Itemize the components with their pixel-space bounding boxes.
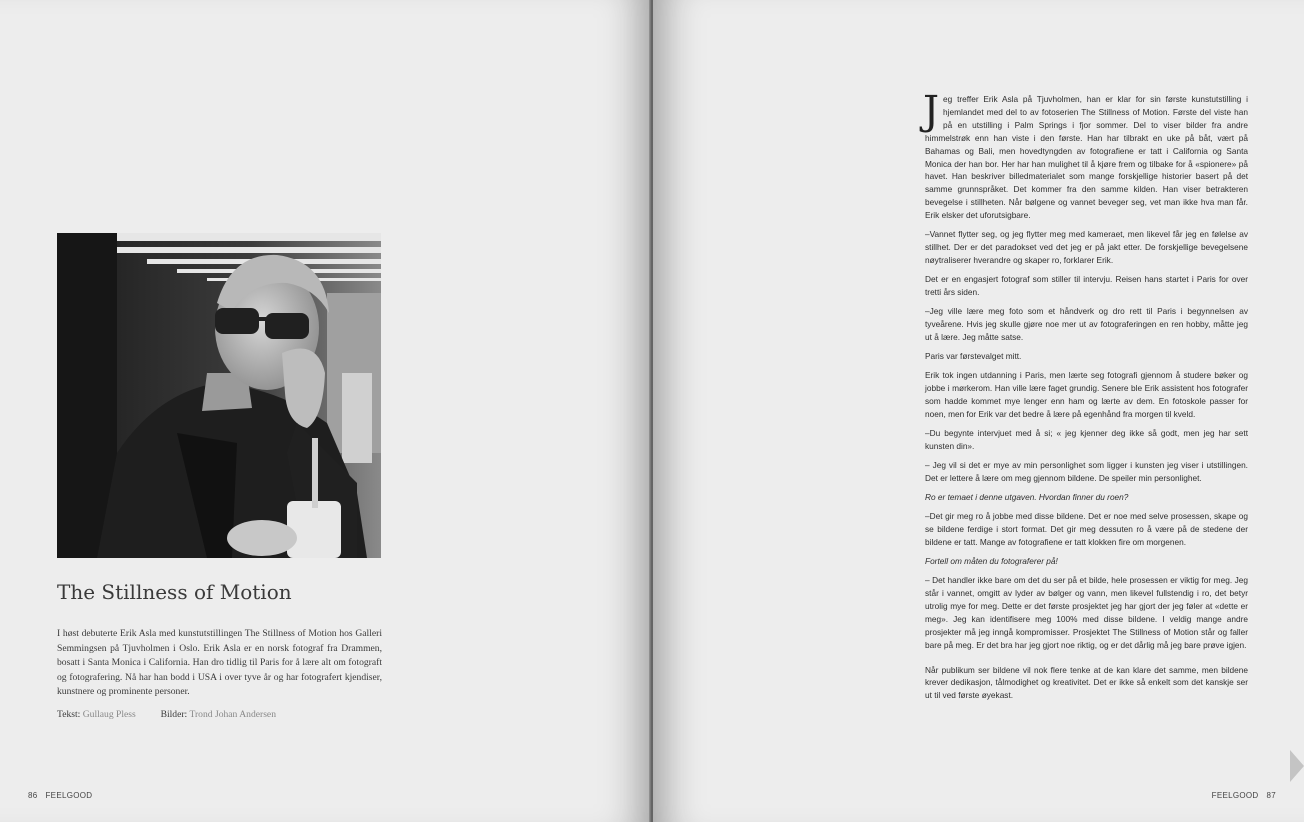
body-paragraph: Erik tok ingen utdanning i Paris, men lærte seg fotografi gjennom å studere bøker og jobbe i mørkerom. Han ville lære faget grundig. Senere ble Erik assistent hos fotografer som hadde kommet mye lenger enn ham og lærte av dem. En fotoskole passer for noen, men for Erik var det bedre å lære på egenhånd fra morgen til kveld.: [925, 370, 1248, 419]
right-magazine-name: FEELGOOD: [1211, 791, 1259, 800]
article-title: The Stillness of Motion: [57, 580, 292, 604]
article-credits: [57, 709, 276, 720]
body-paragraph: –Du begynte intervjuet med å si; « jeg kjenner deg ikke så godt, men jeg har sett kunsten din».: [925, 427, 1248, 451]
portrait-illustration: [57, 233, 381, 558]
photo-credit-label: Bilder:: [160, 709, 188, 720]
interview-question: Fortell om måten du fotograferer på!: [925, 555, 1058, 566]
article-body: [923, 88, 1248, 708]
article-intro: I høst debuterte Erik Asla med kunstutstillingen The Stillness of Motion hos Galleri Semmingsen på Tjuvholmen i Oslo. Erik Asla er en norsk fotograf fra Drammen, bosatt i Santa Monica i California. Han dro tidlig til Paris for å lære alt om fotograft og fotografering. Nå har han bodd i USA i over tyve år og har fotografert kjendiser, kunstnere og prominente personer.: [57, 628, 382, 698]
body-paragraph: Det er en engasjert fotograf som stiller til intervju. Reisen hans startet i Paris for over tretti års siden.: [925, 274, 1248, 298]
left-page: [0, 0, 651, 822]
body-paragraph: – Jeg vil si det er mye av min personlighet som ligger i kunsten jeg viser i utstillingen. Det er lettere å lære om meg gjennom bildene. De speiler min personlighet.: [925, 459, 1248, 483]
left-page-number: 86: [28, 791, 38, 800]
body-paragraph: –Jeg ville lære meg foto som et håndverk og dro rett til Paris i begynnelsen av tyveårene. Hvis jeg skulle gjøre noe mer ut av fotograferingen en ren hobby, måtte jeg ut å lære. Jeg måtte satse.: [925, 306, 1248, 342]
body-paragraph: –Vannet flytter seg, og jeg flytter meg med kameraet, men likevel får jeg en følelse av stillhet. Der er det paradokset ved det jeg er på jakt etter. De forskjellige bevegelsene nøytraliserer hverandre og skaper ro, forklarer Erik.: [925, 229, 1248, 266]
body-paragraph-1: Jeg treffer Erik Asla på Tjuvholmen, han er klar for sin første kunstutstilling i hjemlandet med del to av fotoserien The Stillness of Motion. Første del viste han på en utstilling i Palm Springs i fjor sommer. Del to viser bilder fra andre himmelstrøk enn han viste i den første. Han har tilbrakt en uke på båt, vært på Bahamas og Bali, men hovedtyngden av fotografiene er tatt i California og Santa Monica der han bor. Her har han mulighet til å kjøre frem og tilbake for å «spionere» på havet. Han beskriver billedmaterialet som mange forskjellige historier basert på det samme grunnspråket. Det kommer fra den samme kilden. Han viser betrakteren bevegelse i stillheten. Når bølgene og vannet beveger seg, vet man ikke hva man får. Erik elsker det uforutsigbare.: [923, 88, 1248, 221]
text-credit-name: Gullaug Pless: [82, 709, 136, 720]
drop-cap: J: [923, 88, 940, 134]
portrait-photo: [57, 233, 381, 558]
right-page-number: 87: [1266, 791, 1276, 800]
left-magazine-name: FEELGOOD: [45, 791, 93, 800]
body-paragraph: Når publikum ser bildene vil nok flere tenke at de kan klare det samme, men bildene krever dedikasjon, tålmodighet og kreativitet. Det er ikke så enkelt som det kanskje ser ut til ved første øyekast.: [925, 664, 1248, 701]
right-folio: [1212, 791, 1284, 800]
next-page-arrow-icon[interactable]: [1290, 750, 1304, 782]
body-paragraph: –Det gir meg ro å jobbe med disse bildene. Det er noe med selve prosessen, skape og se bildene ferdige i stort format. Det gir meg dessuten ro å være på de stedene der bildene er tatt. Mange av fotografiene er tatt klokken fire om morgenen.: [925, 511, 1248, 547]
photo-credit-name: Trond Johan Andersen: [189, 709, 276, 720]
right-page: [653, 0, 1304, 822]
left-folio: [20, 791, 92, 800]
interview-question: Ro er temaet i denne utgaven. Hvordan finner du roen?: [925, 491, 1129, 502]
body-paragraph: – Det handler ikke bare om det du ser på et bilde, hele prosessen er viktig for meg. Jeg står i vannet, omgitt av lyder av bølger og vann, men likevel fullstendig i ro, det betyr utrolig mye for meg. Dette er det første prosjektet jeg har gjort der jeg føler at «dette er meg». Jeg kan identifisere meg 100% med disse bildene. I veldig mange andre prosjekter må jeg inngå kompromisser. Prosjektet The Stillness of Motion står og faller bare på meg. Er det bra har jeg gjort noe riktig, og er det dårlig må jeg bare prøve igjen.: [925, 575, 1248, 650]
body-paragraph: Paris var førstevalget mitt.: [925, 351, 1022, 362]
text-credit-label: Tekst:: [57, 709, 81, 720]
